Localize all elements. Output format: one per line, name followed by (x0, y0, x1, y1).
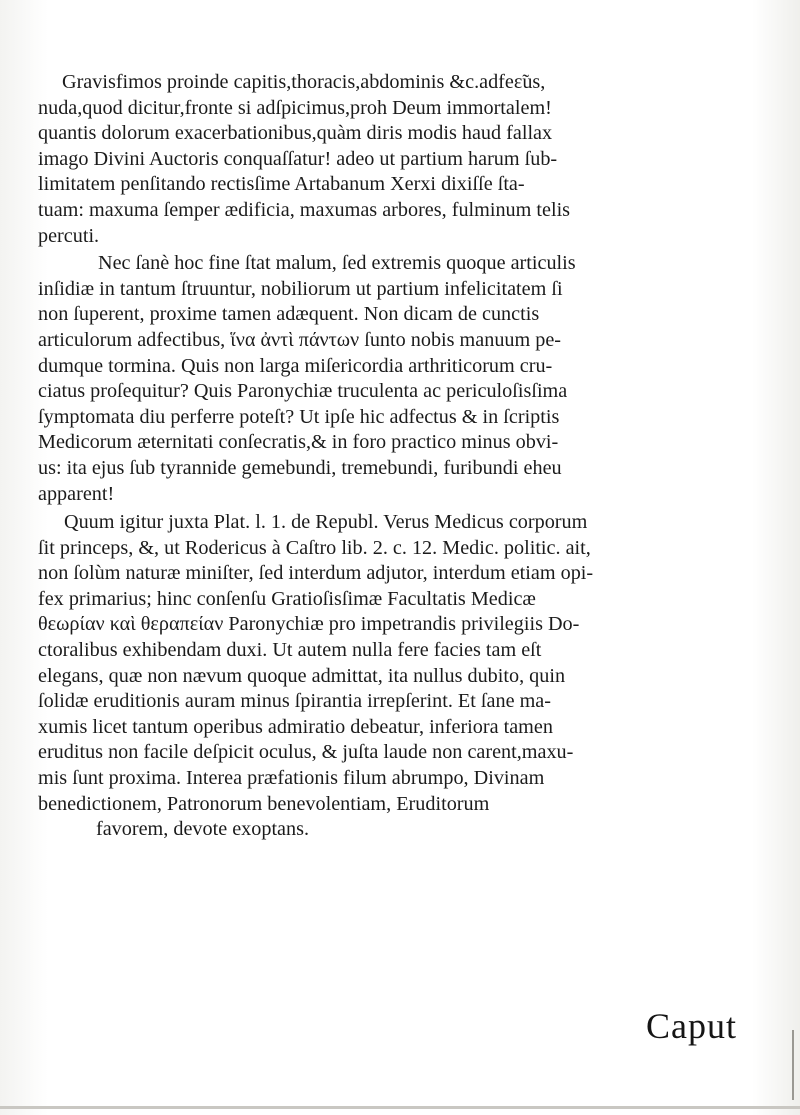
text-line: fex primarius; hinc conſenſu Gratioſisſimæ Facultatis Medicæ (38, 587, 536, 610)
catchword: Caput (646, 1006, 737, 1046)
text-line: xumis licet tantum operibus admiratio debeatur, inferiora tamen (38, 715, 553, 738)
text-line: tuam: maxuma ſemper ædificia, maxumas arbores, fulminum telis (38, 198, 571, 221)
text-line: favorem, devote exoptans. (96, 818, 310, 841)
text-line: articulorum adfectibus, ἵνα ἀντὶ πάντων ſunto nobis manuum pe- (38, 328, 562, 351)
text-line: Nec ſanè hoc fine ſtat malum, ſed extremis quoque articulis (98, 252, 576, 275)
text-line: limitatem penſitando rectisſime Artabanum Xerxi dixiſſe ſta- (38, 173, 525, 196)
text-line: θεωρίαν καὶ θεραπείαν Paronychiæ pro impetrandis privilegiis Do- (38, 613, 580, 636)
text-line: ſolidæ eruditionis auram minus ſpirantia irrepſerint. Et ſane ma- (38, 690, 551, 713)
body-text (38, 70, 786, 843)
paragraph-2 (38, 251, 786, 507)
text-line: inſidiæ in tantum ſtruuntur, nobiliorum ut partium infelicitatem ſi (38, 277, 563, 300)
text-line: Medicorum æternitati conſecratis,& in foro practico minus obvi- (38, 431, 559, 454)
text-line: apparent! (38, 482, 115, 505)
text-line: Gravisfimos proinde capitis,thoracis,abdominis &c.adfeɛ̃us, (62, 71, 546, 93)
text-line: non ſolùm naturæ miniſter, ſed interdum adjutor, interdum etiam opi- (38, 562, 594, 585)
paragraph-1 (38, 70, 786, 249)
text-line: ctoralibus exhibendam duxi. Ut autem nulla fere facies tam eſt (38, 639, 542, 662)
text-line: mis ſunt proxima. Interea præfationis filum abrumpo, Divinam (38, 767, 545, 790)
text-line: non ſuperent, proxime tamen adæquent. Non dicam de cunctis (38, 303, 540, 326)
text-line: ſymptomata diu perferre poteſt? Ut ipſe hic adfectus & in ſcriptis (38, 405, 560, 428)
text-line: quantis dolorum exacerbationibus,quàm diris modis haud fallax (38, 122, 553, 145)
text-line: percuti. (38, 224, 100, 247)
text-line: us: ita ejus ſub tyrannide gemebundi, tremebundi, furibundi eheu (38, 456, 562, 479)
text-line: benedictionem, Patronorum benevolentiam, Eruditorum (38, 792, 490, 815)
paragraph-3 (38, 510, 786, 843)
text-line: Quum igitur juxta Plat. l. 1. de Republ. Verus Medicus corporum (64, 511, 588, 534)
text-line: ciatus proſequitur? Quis Paronychiæ truculenta ac periculoſisſima (38, 380, 568, 403)
text-line: ſit princeps, &, ut Rodericus à Caſtro lib. 2. c. 12. Medic. politic. ait, (38, 536, 591, 559)
text-line: dumque tormina. Quis non larga miſericordia arthriticorum cru- (38, 354, 553, 377)
page-edge-shadow (792, 1030, 794, 1100)
text-line: eruditus non facile deſpicit oculus, & juſta laude non carent,maxu- (38, 741, 574, 764)
text-line: elegans, quæ non nævum quoque admittat, ita nullus dubito, quin (38, 664, 566, 687)
text-line: nuda,quod dicitur,fronte si adſpicimus,proh Deum immortalem! (38, 96, 552, 119)
text-line: imago Divini Auctoris conquaſſatur! adeo ut partium harum ſub- (38, 147, 558, 170)
bottom-edge (0, 1106, 800, 1109)
